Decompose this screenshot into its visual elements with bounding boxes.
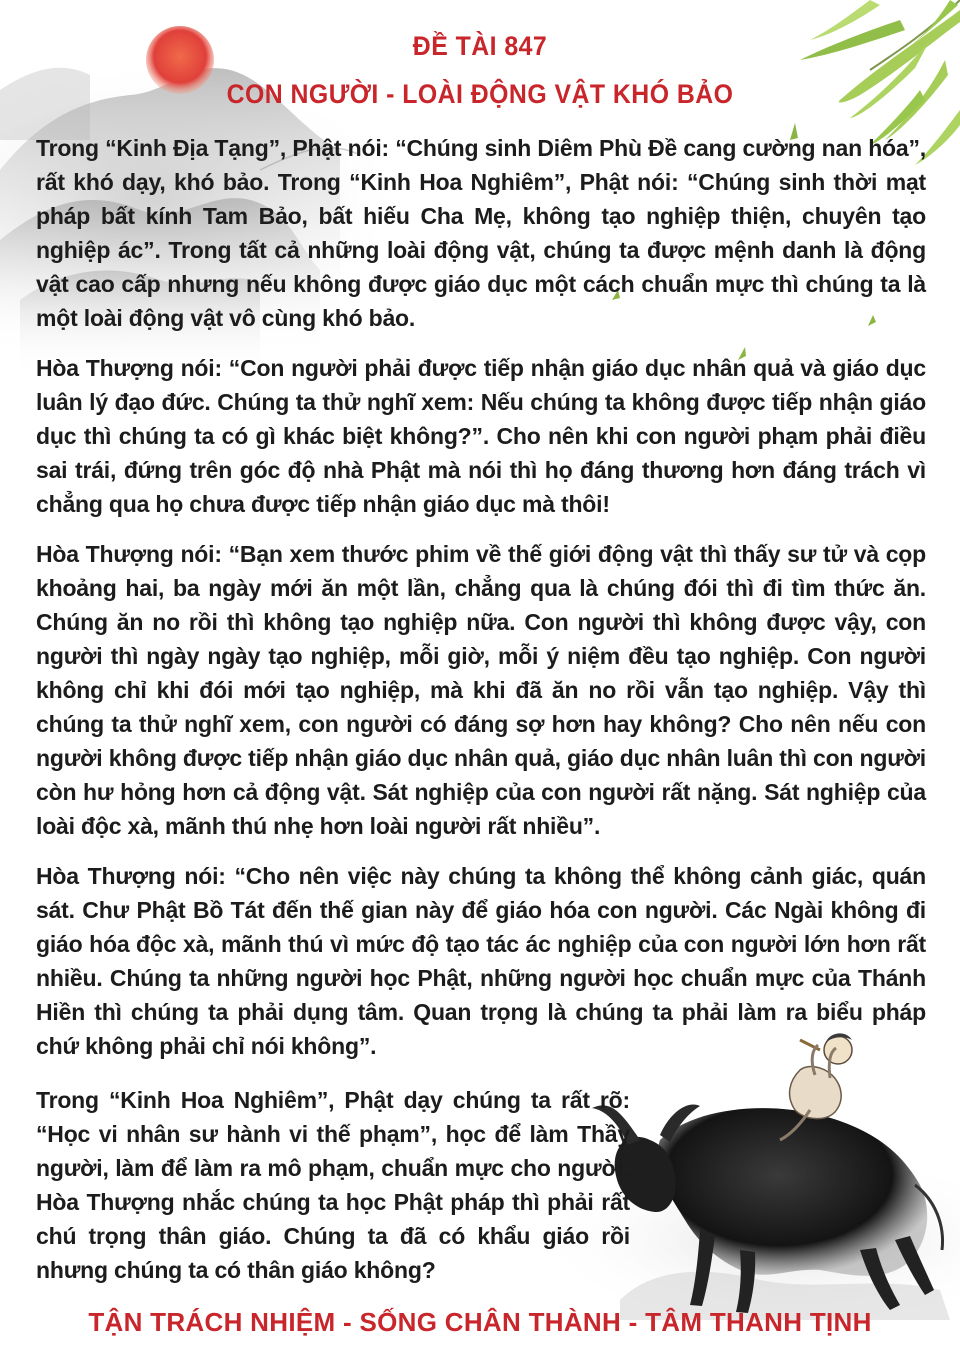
paragraph-2: Hòa Thượng nói: “Con người phải được tiếp nhận giáo dục nhân quả và giáo dục luân lý đạo đức. Chúng ta thử nghĩ xem: Nếu chúng ta không được tiếp nhận giáo dục thì chúng ta có gì khác biệt không?”. Cho nên khi con người phạm phải điều sai trái, đứng trên góc độ nhà Phật mà nói thì họ đáng thương hơn đáng trách vì chẳng qua họ chưa được tiếp nhận giáo dục mà thôi!: [36, 355, 926, 517]
page-title: CON NGƯỜI - LOÀI ĐỘNG VẬT KHÓ BẢO: [226, 79, 734, 109]
paragraph-3: Hòa Thượng nói: “Bạn xem thước phim về thế giới động vật thì thấy sư tử và cọp khoảng hai, ba ngày mới ăn một lần, chẳng qua là chúng đói thì đi tìm thức ăn. Chúng ăn no rồi thì không tạo nghiệp nữa. Con người thì không được vậy, con người thì ngày ngày tạo nghiệp, mỗi giờ, mỗi ý niệm đều tạo nghiệp. Con người không chỉ khi đói mới tạo nghiệp, mà khi đã ăn no rồi vẫn tạo nghiệp. Vậy thì chúng ta thử nghĩ xem, con người có đáng sợ hơn hay không? Cho nên nếu con người không được tiếp nhận giáo dục nhân quả, giáo dục nhân luân thì con người còn hư hỏng hơn cả động vật. Sát nghiệp của con người rất nặng. Sát nghiệp của loài độc xà, mãnh thú nhẹ hơn loài người rất nhiều”.: [36, 541, 926, 839]
title-block: [0, 22, 960, 118]
paragraph-5: Trong “Kinh Hoa Nghiêm”, Phật dạy chúng ta rất rõ: “Học vi nhân sư hành vi thế phạm”, học để làm Thầy người, làm để làm ra mô phạm, chuẩn mực cho người. Hòa Thượng nhắc chúng ta học Phật pháp thì phải rất chú trọng thân giáo. Chúng ta đã có khẩu giáo rồi nhưng chúng ta có thân giáo không?: [36, 1087, 630, 1283]
article-body: [36, 131, 926, 1303]
paragraph-1: Trong “Kinh Địa Tạng”, Phật nói: “Chúng sinh Diêm Phù Đề cang cường nan hóa”, rất khó dạy, khó bảo. Trong “Kinh Hoa Nghiêm”, Phật nói: “Chúng sinh thời mạt pháp bất kính Tam Bảo, bất hiếu Cha Mẹ, không tạo nghiệp thiện, chuyên tạo nghiệp ác”. Trong tất cả những loài động vật, chúng ta được mệnh danh là động vật cao cấp nhưng nếu không được giáo dục một cách chuẩn mực thì chúng ta là một loài động vật vô cùng khó bảo.: [36, 135, 926, 331]
paragraph-4: Hòa Thượng nói: “Cho nên việc này chúng ta không thể không cảnh giác, quán sát. Chư Phật Bồ Tát đến thế gian này để giáo hóa con người. Các Ngài không đi giáo hóa độc xà, mãnh thú vì mức độ tạo tác ác nghiệp của con người lớn hơn rất nhiều. Chúng ta những người học Phật, những người học chuẩn mực của Thánh Hiền thì chúng ta phải dụng tâm. Quan trọng là chúng ta phải làm ra biểu pháp chứ không phải chỉ nói không”.: [36, 863, 926, 1059]
footer-motto: TẬN TRÁCH NHIỆM - SỐNG CHÂN THÀNH - TÂM THANH TỊNH: [88, 1307, 872, 1337]
topic-number-heading: ĐỀ TÀI 847: [412, 31, 548, 61]
